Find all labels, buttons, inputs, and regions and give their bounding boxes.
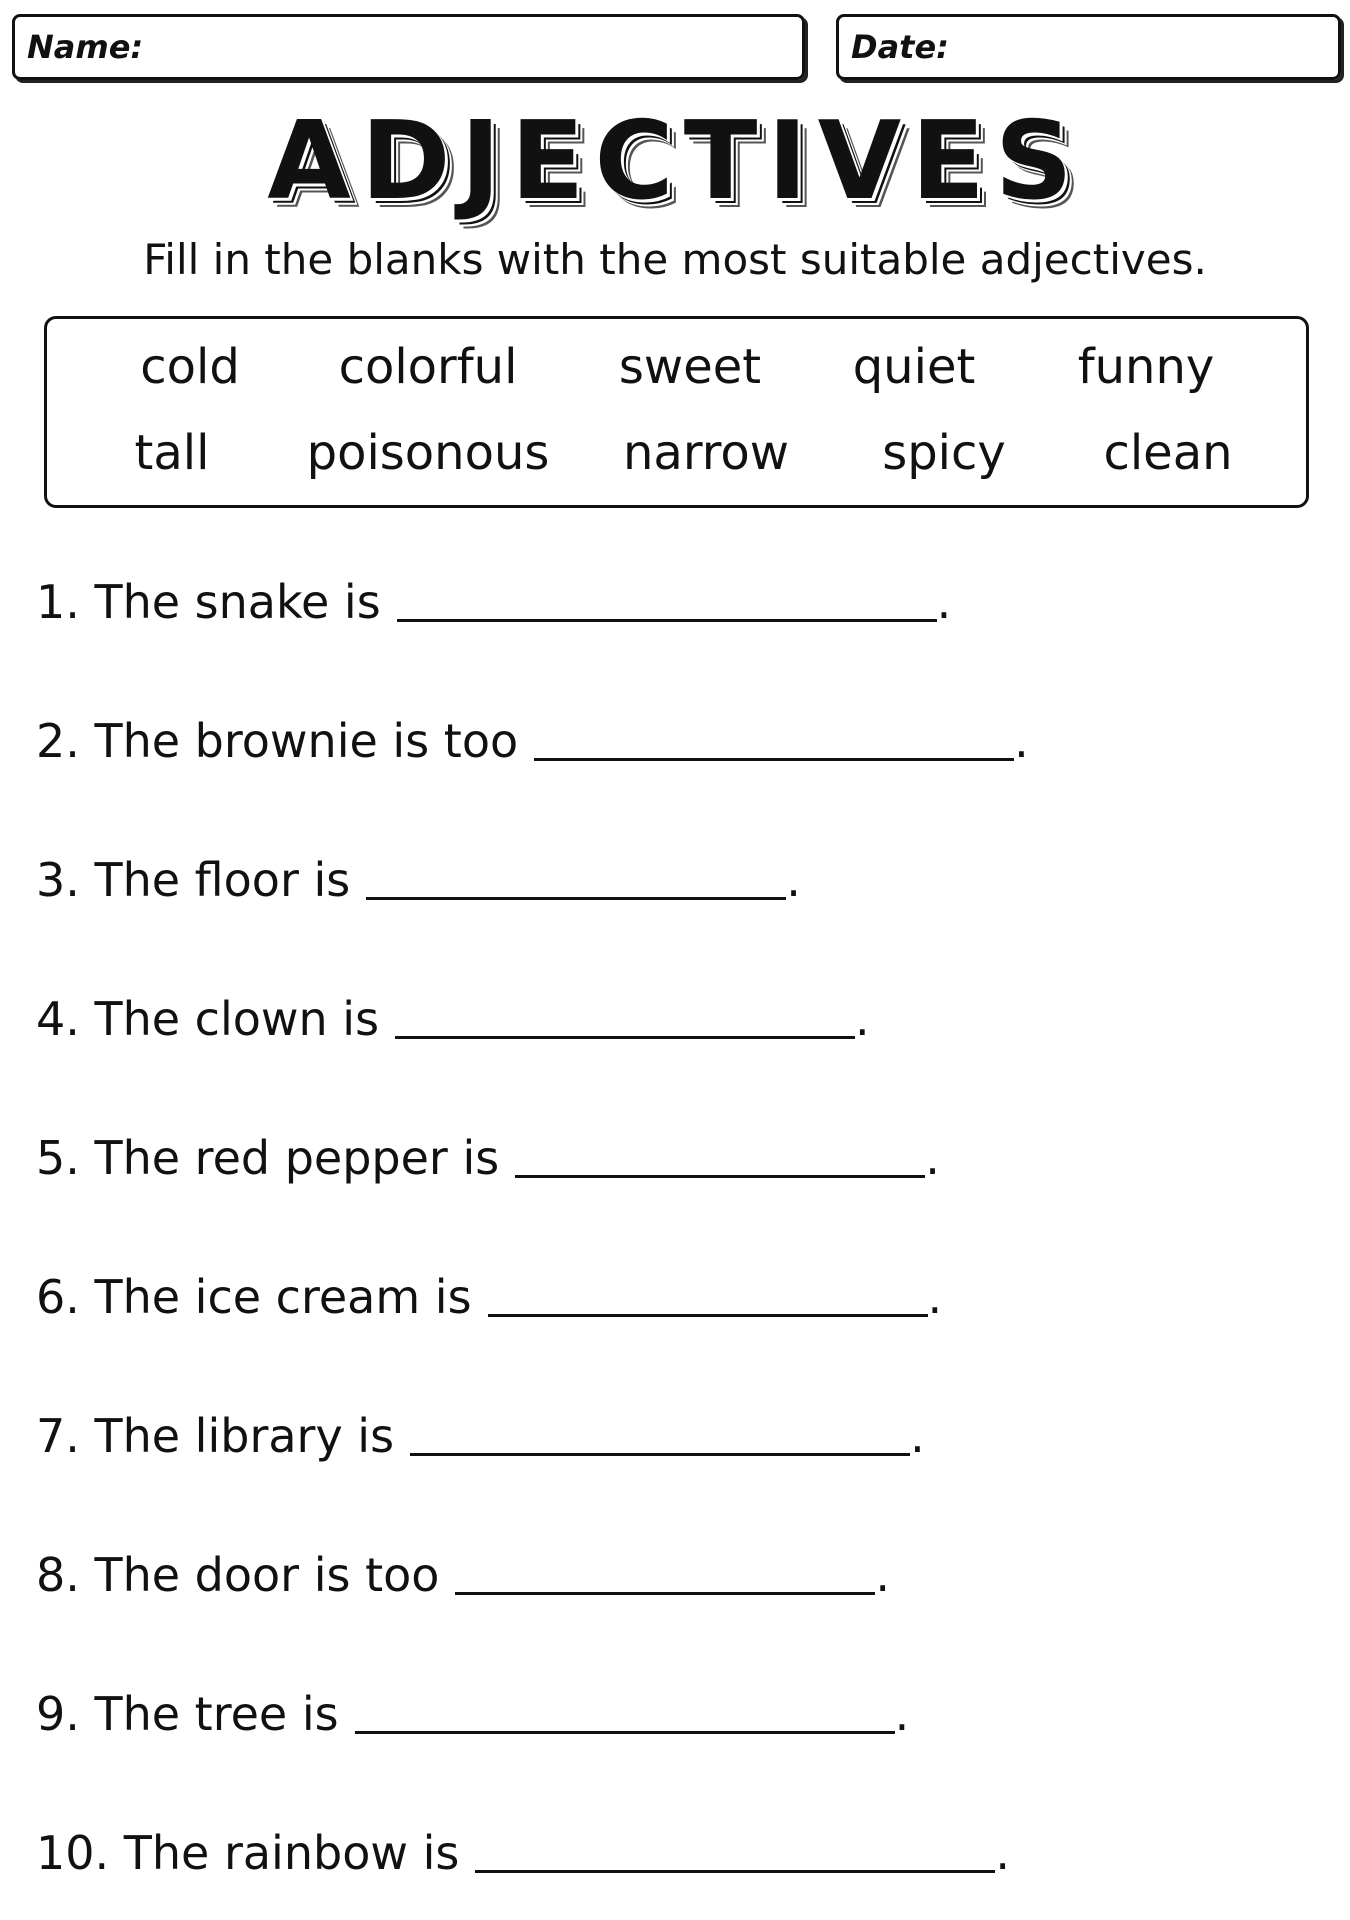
question-period: .	[1014, 714, 1029, 768]
question-period: .	[936, 575, 952, 629]
instruction-text: Fill in the blanks with the most suitable adjectives.	[143, 235, 1207, 284]
date-field[interactable]	[836, 14, 1341, 80]
question-period: .	[855, 992, 870, 1046]
date-label: Date:	[851, 28, 949, 66]
answer-blank[interactable]	[488, 1284, 928, 1317]
word-bank-item: sweet	[618, 339, 762, 395]
name-field[interactable]	[12, 14, 805, 80]
question-period: .	[925, 1131, 940, 1185]
word-bank-item: cold	[140, 339, 240, 395]
question-text: 1. The snake is	[36, 575, 381, 629]
question-8	[36, 1548, 890, 1602]
question-1	[36, 575, 951, 629]
word-bank-item: funny	[1077, 339, 1215, 395]
question-5	[36, 1131, 940, 1185]
word-bank-item: poisonous	[306, 425, 550, 481]
question-3	[36, 853, 801, 907]
question-7	[36, 1409, 925, 1463]
question-2	[36, 714, 1029, 768]
answer-blank[interactable]	[395, 1006, 855, 1039]
answer-blank[interactable]	[475, 1840, 995, 1873]
question-text: 3. The floor is	[36, 853, 351, 907]
word-bank-item: tall	[134, 425, 210, 481]
question-text: 2. The brownie is too	[36, 714, 519, 768]
answer-blank[interactable]	[410, 1423, 910, 1456]
word-bank-item: clean	[1103, 425, 1233, 481]
question-text: 7. The library is	[36, 1409, 395, 1463]
answer-blank[interactable]	[455, 1562, 875, 1595]
question-4	[36, 992, 870, 1046]
question-text: 6. The ice cream is	[36, 1270, 472, 1324]
worksheet-title: ADJECTIVES	[267, 99, 1083, 224]
word-bank	[44, 316, 1309, 508]
question-text: 4. The clown is	[36, 992, 380, 1046]
question-6	[36, 1270, 942, 1324]
name-label: Name:	[27, 28, 144, 66]
answer-blank[interactable]	[515, 1145, 925, 1178]
question-period: .	[927, 1270, 943, 1324]
question-period: .	[875, 1548, 891, 1602]
word-bank-item: colorful	[338, 339, 518, 395]
question-9	[36, 1687, 909, 1741]
word-bank-item: narrow	[622, 425, 790, 481]
word-bank-item: spicy	[882, 425, 1006, 481]
title-wrapper	[0, 99, 1350, 224]
question-text: 9. The tree is	[36, 1687, 339, 1741]
question-text: 5. The red pepper is	[36, 1131, 500, 1185]
question-text: 8. The door is too	[36, 1548, 440, 1602]
answer-blank[interactable]	[355, 1701, 895, 1734]
question-text: 10. The rainbow is	[36, 1826, 460, 1880]
answer-blank[interactable]	[534, 728, 1014, 761]
question-period: .	[910, 1409, 925, 1463]
answer-blank[interactable]	[366, 867, 786, 900]
question-period: .	[995, 1826, 1010, 1880]
answer-blank[interactable]	[397, 589, 937, 622]
question-10	[36, 1826, 1010, 1880]
word-bank-item: quiet	[852, 339, 976, 395]
question-period: .	[894, 1687, 910, 1741]
question-period: .	[786, 853, 801, 907]
